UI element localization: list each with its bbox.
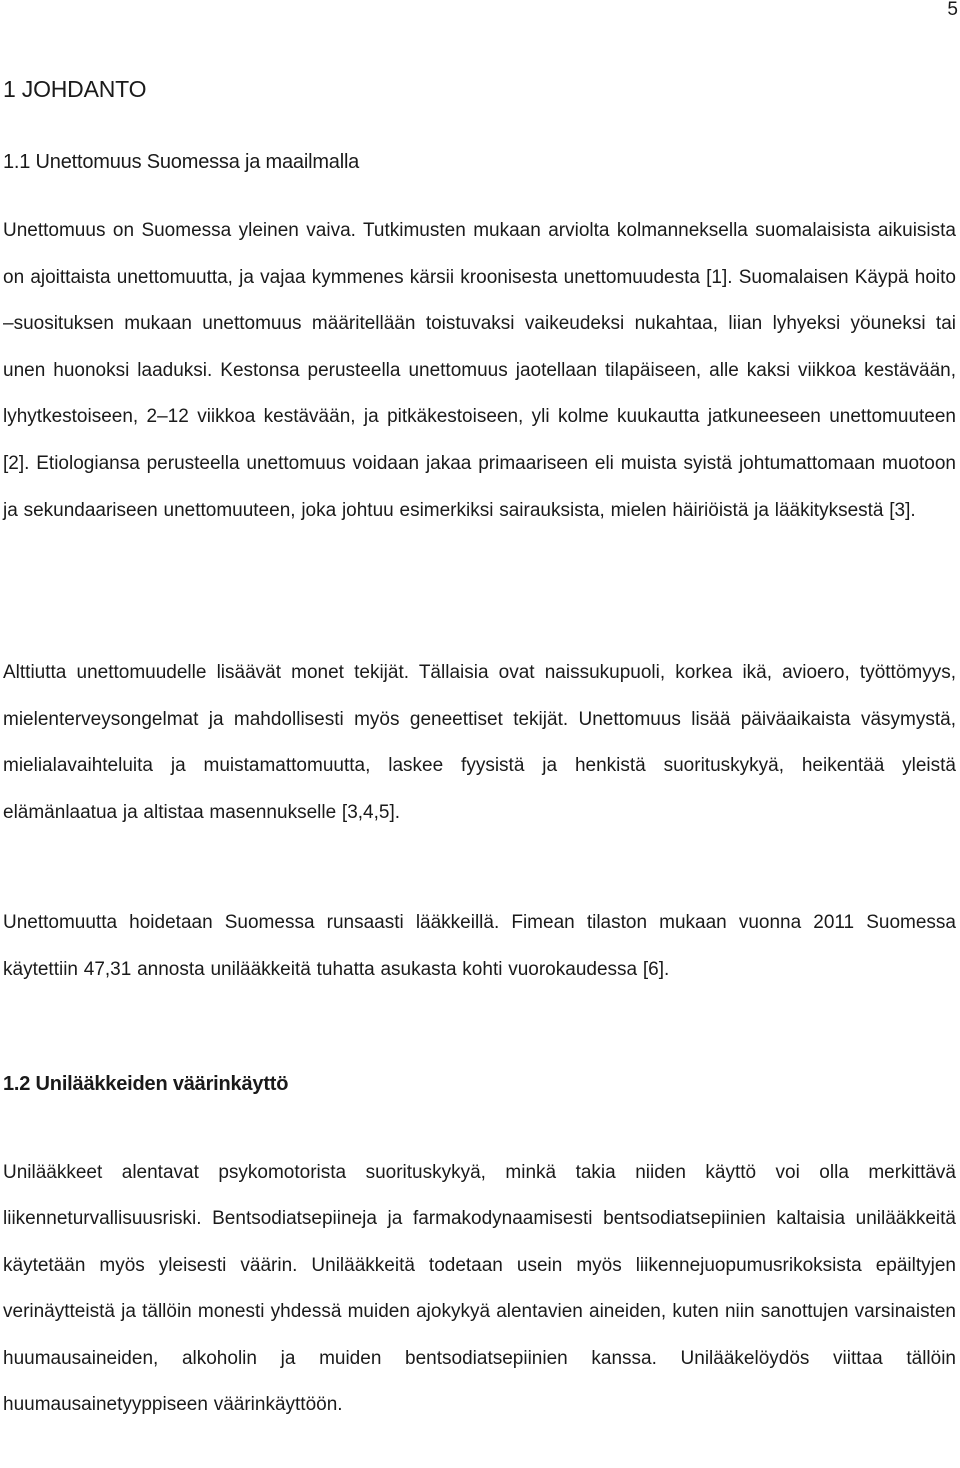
paragraph-4: Unilääkkeet alentavat psykomotorista suorituskykyä, minkä takia niiden käyttö voi olla merkittävä liikenneturvallisuusriski. Bentsodiatsepiineja ja farmakodynaamisesti bentsodiatsepiinien kaltaisia unilääkkeitä käytetään myös yleisesti väärin. Unilääkkeitä todetaan usein myös liikennejuopumusrikoksista epäiltyjen verinäytteistä ja tällöin monesti yhdessä muiden ajokykyä alentavien aineiden, kuten niin sanottujen varsinaisten huumausaineiden, alkoholin ja muiden bentsodiatsepiinien kanssa. Unilääkelöydös viittaa tällöin huumausainetyyppiseen väärinkäyttöön. [3, 1162, 956, 1416]
section-heading-1-1: 1.1 Unettomuus Suomessa ja maailmalla [3, 151, 360, 173]
paragraph-1: Unettomuus on Suomessa yleinen vaiva. Tutkimusten mukaan arviolta kolmanneksella suomalaisista aikuisista on ajoittaista unettomuutta, ja vajaa kymmenes kärsii kroonisesta unettomuudesta [1]. Suomalaisen Käypä hoito –suosituksen mukaan unettomuus määritellään toistuvaksi vaikeudeksi nukahtaa, liian lyhyeksi yöuneksi tai unen huonoksi laaduksi. Kestonsa perusteella unettomuus jaotellaan tilapäiseen, alle kaksi viikkoa kestävään, lyhytkestoiseen, 2–12 viikkoa kestävään, ja pitkäkestoiseen, yli kolme kuukautta jatkuneeseen unettomuuteen [2]. Etiologiansa perusteella unettomuus voidaan jakaa primaariseen eli muista syistä johtumattomaan muotoon ja sekundaariseen unettomuuteen, joka johtuu esimerkiksi sairauksista, mielen häiriöistä ja lääkityksestä [3]. [3, 220, 956, 521]
paragraph-2: Alttiutta unettomuudelle lisäävät monet tekijät. Tällaisia ovat naissukupuoli, korkea ikä, avioero, työttömyys, mielenterveysongelmat ja mahdollisesti myös geneettiset tekijät. Unettomuus lisää päiväaikaista väsymystä, mielialavaihteluita ja muistamattomuutta, laskee fyysistä ja henkistä suorituskykyä, heikentää yleistä elämänlaatua ja altistaa masennukselle [3,4,5]. [3, 662, 956, 823]
section-heading-1-2: 1.2 Unilääkkeiden väärinkäyttö [3, 1073, 289, 1095]
chapter-heading: 1 JOHDANTO [3, 76, 147, 102]
page-number: 5 [947, 0, 958, 20]
paragraph-3: Unettomuutta hoidetaan Suomessa runsaasti lääkkeillä. Fimean tilaston mukaan vuonna 2011 Suomessa käytettiin 47,31 annosta unilääkkeitä tuhatta asukasta kohti vuorokaudessa [6]. [3, 912, 956, 980]
